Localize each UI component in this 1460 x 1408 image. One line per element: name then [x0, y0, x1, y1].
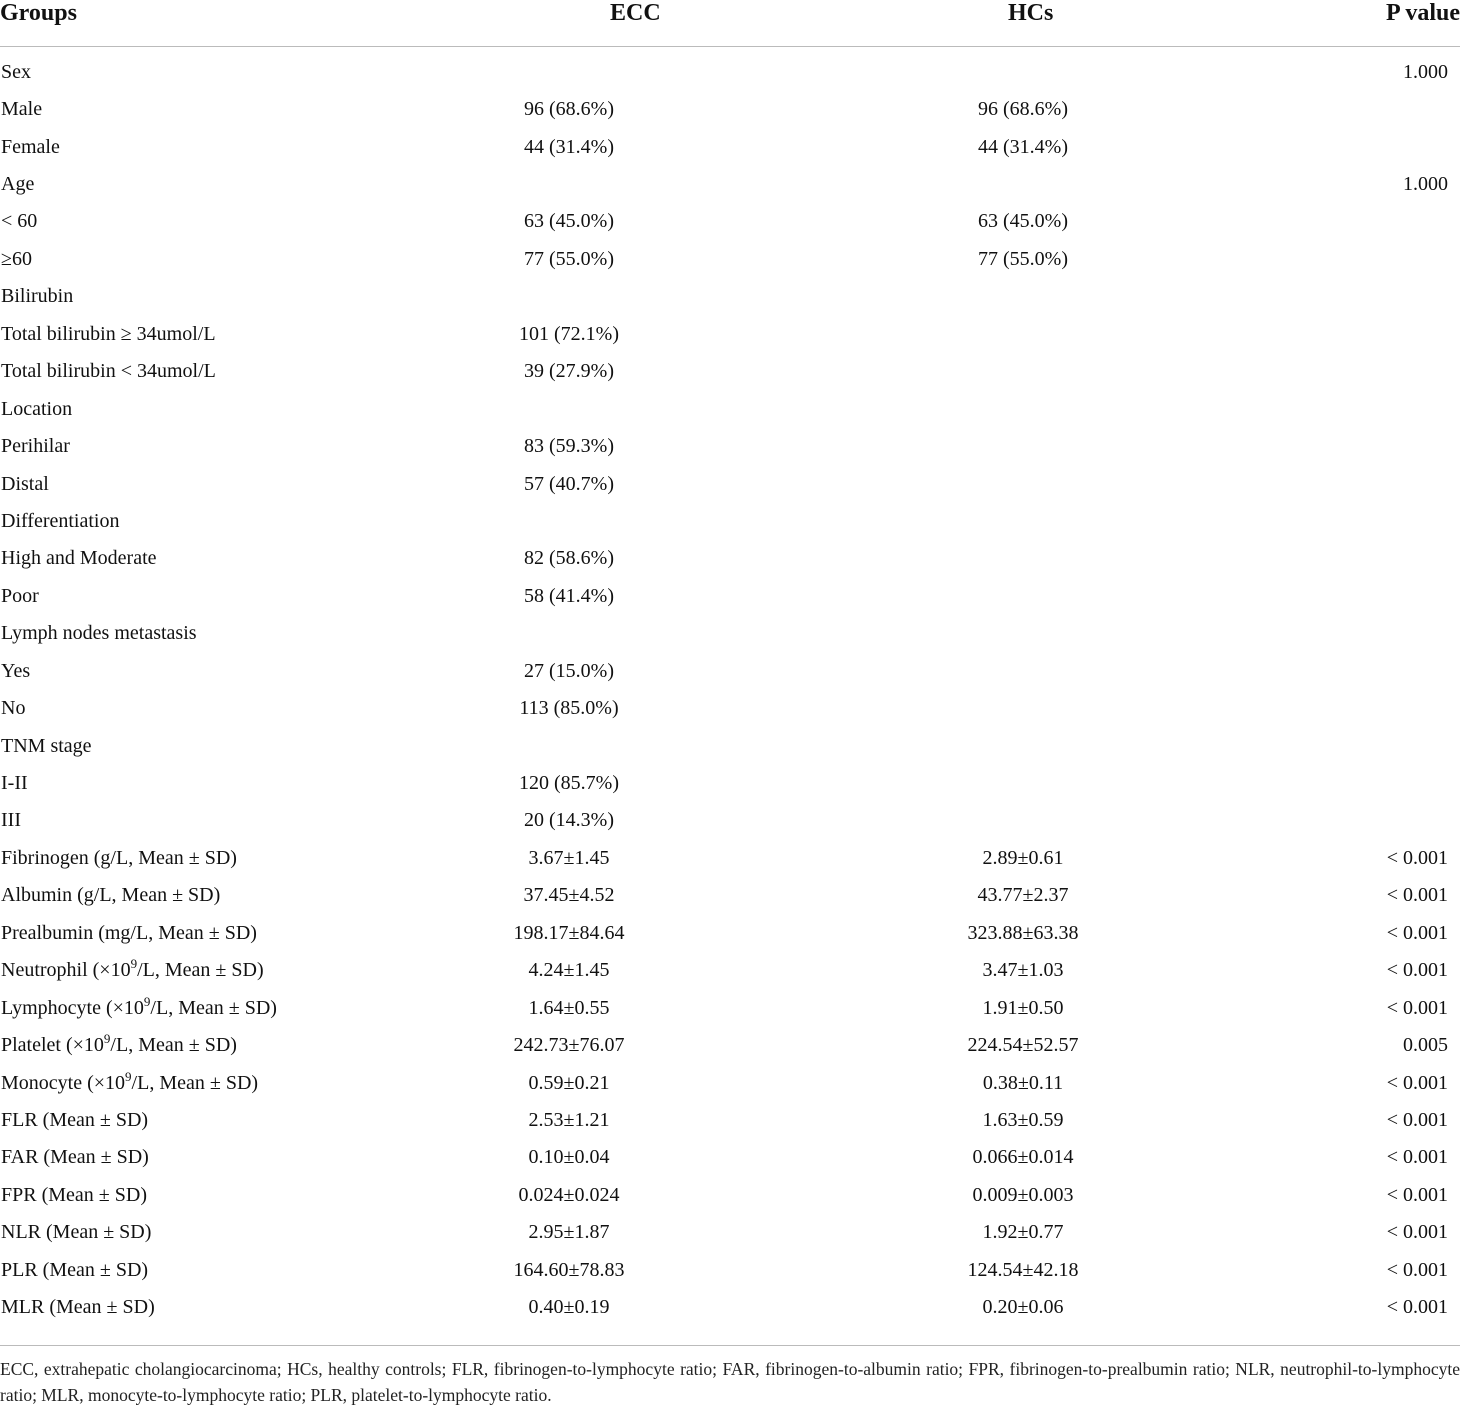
table-row [0, 427, 1460, 464]
p-value [1218, 652, 1460, 689]
row-label [0, 278, 420, 315]
table-row [0, 47, 1460, 91]
p-value [1218, 240, 1460, 277]
hcs-value [858, 47, 1218, 91]
table-row [0, 689, 1460, 726]
row-label [0, 47, 420, 91]
ecc-value [420, 502, 858, 539]
hcs-value [858, 615, 1218, 652]
row-label-text: Location [1, 397, 73, 420]
hcs-value: 323.88±63.38 [967, 921, 1079, 944]
hcs-value: 1.63±0.59 [982, 1108, 1064, 1131]
p-value [1218, 353, 1460, 390]
table-body [0, 47, 1460, 1326]
ecc-value: 44 (31.4%) [524, 135, 614, 158]
row-label-text: Platelet (×10 [1, 1034, 104, 1057]
row-label-text: Bilirubin [1, 285, 74, 308]
ecc-value: 39 (27.9%) [524, 360, 614, 383]
row-label-text: NLR (Mean ± SD) [1, 1221, 152, 1244]
row-label-text: Poor [1, 584, 39, 607]
row-label [0, 689, 420, 726]
hcs-value [858, 540, 1218, 577]
p-value: < 0.001 [1386, 996, 1448, 1019]
row-label [0, 1214, 420, 1251]
hcs-value: 0.066±0.014 [972, 1146, 1074, 1169]
row-label [0, 989, 420, 1026]
header-hcs: HCs [858, 0, 1218, 47]
hcs-value: 77 (55.0%) [978, 247, 1068, 270]
table-row [0, 540, 1460, 577]
row-label [0, 802, 420, 839]
table-row [0, 1064, 1460, 1101]
ecc-value [420, 615, 858, 652]
table-row [0, 1288, 1460, 1325]
table-row [0, 203, 1460, 240]
ecc-value: 27 (15.0%) [524, 659, 614, 682]
p-value: 1.000 [1403, 60, 1448, 83]
row-label-text: FLR (Mean ± SD) [1, 1108, 149, 1131]
hcs-value: 96 (68.6%) [978, 98, 1068, 121]
hcs-value [858, 689, 1218, 726]
row-label-text: < 60 [1, 210, 38, 233]
p-value: < 0.001 [1386, 846, 1448, 869]
hcs-value: 44 (31.4%) [978, 135, 1068, 158]
ecc-value [420, 278, 858, 315]
hcs-value [858, 727, 1218, 764]
table-row [0, 390, 1460, 427]
row-label-text: Distal [1, 472, 49, 495]
row-label-text: PLR (Mean ± SD) [1, 1258, 149, 1281]
hcs-value [858, 764, 1218, 801]
p-value [1218, 203, 1460, 240]
row-label [0, 952, 420, 989]
row-label-unit: /L, Mean ± SD) [137, 959, 264, 982]
ecc-value: 242.73±76.07 [513, 1034, 625, 1057]
table-row [0, 278, 1460, 315]
table-row [0, 914, 1460, 951]
header-p-value: P value [1218, 0, 1460, 47]
table-row [0, 577, 1460, 614]
p-value [1218, 615, 1460, 652]
row-label [0, 128, 420, 165]
row-label-unit: /L, Mean ± SD) [110, 1034, 237, 1057]
hcs-value [858, 390, 1218, 427]
ecc-value: 101 (72.1%) [519, 322, 619, 345]
ecc-value: 3.67±1.45 [528, 846, 610, 869]
row-label-text: High and Moderate [1, 547, 157, 570]
ecc-value [420, 165, 858, 202]
row-label [0, 240, 420, 277]
ecc-value: 4.24±1.45 [528, 959, 610, 982]
p-value [1218, 502, 1460, 539]
table-row [0, 502, 1460, 539]
ecc-value: 113 (85.0%) [519, 697, 619, 720]
row-label-text: TNM stage [1, 734, 92, 757]
hcs-value: 2.89±0.61 [982, 846, 1064, 869]
p-value [1218, 764, 1460, 801]
table-row [0, 315, 1460, 352]
row-label [0, 914, 420, 951]
row-label-text: Lymphocyte (×10 [1, 996, 144, 1019]
row-label [0, 1251, 420, 1288]
p-value: < 0.001 [1386, 1108, 1448, 1131]
row-label [0, 427, 420, 464]
table-row [0, 128, 1460, 165]
table-row [0, 877, 1460, 914]
row-label-superscript: 9 [130, 956, 138, 972]
table-row [0, 1139, 1460, 1176]
p-value: < 0.001 [1386, 884, 1448, 907]
table-row [0, 989, 1460, 1026]
row-label [0, 1064, 420, 1101]
hcs-value: 0.009±0.003 [972, 1183, 1074, 1206]
row-label-text: Neutrophil (×10 [1, 959, 131, 982]
hcs-value: 3.47±1.03 [982, 959, 1064, 982]
row-label-text: Sex [1, 60, 31, 83]
ecc-value: 77 (55.0%) [524, 247, 614, 270]
row-label-superscript: 9 [143, 993, 151, 1009]
hcs-value: 1.92±0.77 [982, 1221, 1064, 1244]
row-label-text: No [1, 697, 26, 720]
ecc-value: 37.45±4.52 [523, 884, 615, 907]
row-label [0, 1288, 420, 1325]
row-label [0, 1139, 420, 1176]
row-label [0, 727, 420, 764]
row-label-text: ≥60 [1, 247, 32, 270]
row-label-text: Fibrinogen (g/L, Mean ± SD) [1, 846, 237, 869]
row-label-text: Yes [1, 659, 31, 682]
hcs-value [858, 802, 1218, 839]
row-label-text: Age [1, 173, 35, 196]
table-row [0, 802, 1460, 839]
p-value [1218, 727, 1460, 764]
table-row [0, 240, 1460, 277]
p-value: 1.000 [1403, 173, 1448, 196]
ecc-value: 120 (85.7%) [519, 772, 619, 795]
hcs-value [858, 315, 1218, 352]
header-row [0, 0, 1460, 47]
table-row [0, 1026, 1460, 1063]
row-label [0, 315, 420, 352]
p-value [1218, 427, 1460, 464]
hcs-value [858, 278, 1218, 315]
row-label [0, 390, 420, 427]
hcs-value: 43.77±2.37 [977, 884, 1069, 907]
table-row [0, 465, 1460, 502]
ecc-value: 198.17±84.64 [513, 921, 625, 944]
row-label [0, 764, 420, 801]
row-label-text: Female [1, 135, 60, 158]
p-value: < 0.001 [1386, 1183, 1448, 1206]
p-value: < 0.001 [1386, 1146, 1448, 1169]
ecc-value: 20 (14.3%) [524, 809, 614, 832]
hcs-value: 0.38±0.11 [982, 1071, 1064, 1094]
table-row [0, 727, 1460, 764]
row-label-text: Perihilar [1, 435, 70, 458]
row-label [0, 353, 420, 390]
p-value: 0.005 [1403, 1034, 1448, 1057]
ecc-value: 2.53±1.21 [528, 1108, 610, 1131]
row-label-text: Monocyte (×10 [1, 1071, 126, 1094]
row-label-text: Albumin (g/L, Mean ± SD) [1, 884, 221, 907]
p-value: < 0.001 [1386, 1258, 1448, 1281]
ecc-value: 164.60±78.83 [513, 1258, 625, 1281]
ecc-value: 2.95±1.87 [528, 1221, 610, 1244]
p-value [1218, 90, 1460, 127]
p-value [1218, 577, 1460, 614]
table-row [0, 839, 1460, 876]
hcs-value: 124.54±42.18 [967, 1258, 1079, 1281]
row-label [0, 203, 420, 240]
hcs-value [858, 577, 1218, 614]
row-label-unit: /L, Mean ± SD) [131, 1071, 259, 1094]
row-label [0, 1101, 420, 1138]
table-row [0, 1176, 1460, 1213]
row-label [0, 465, 420, 502]
row-label [0, 502, 420, 539]
row-label [0, 90, 420, 127]
p-value [1218, 689, 1460, 726]
table-row [0, 353, 1460, 390]
p-value [1218, 540, 1460, 577]
hcs-value [858, 427, 1218, 464]
ecc-value: 0.59±0.21 [528, 1071, 610, 1094]
hcs-value: 63 (45.0%) [978, 210, 1068, 233]
ecc-value: 63 (45.0%) [524, 210, 614, 233]
ecc-value: 82 (58.6%) [524, 547, 614, 570]
ecc-value: 96 (68.6%) [524, 98, 614, 121]
row-label-text: Total bilirubin < 34umol/L [1, 360, 216, 383]
ecc-value: 0.40±0.19 [528, 1296, 610, 1319]
hcs-value: 224.54±52.57 [967, 1034, 1079, 1057]
hcs-value: 1.91±0.50 [982, 996, 1064, 1019]
ecc-value [420, 390, 858, 427]
p-value: < 0.001 [1386, 921, 1448, 944]
row-label-text: Prealbumin (mg/L, Mean ± SD) [1, 921, 257, 944]
hcs-value [858, 165, 1218, 202]
ecc-value: 0.024±0.024 [518, 1183, 620, 1206]
row-label [0, 577, 420, 614]
row-label [0, 1026, 420, 1063]
table-row [0, 952, 1460, 989]
ecc-value: 58 (41.4%) [524, 584, 614, 607]
p-value: < 0.001 [1386, 1296, 1448, 1319]
ecc-value [420, 727, 858, 764]
table-header [0, 0, 1460, 47]
header-ecc: ECC [420, 0, 858, 47]
table-row [0, 90, 1460, 127]
row-label-text: I-II [1, 772, 28, 795]
table-row [0, 165, 1460, 202]
ecc-value: 83 (59.3%) [524, 435, 614, 458]
p-value: < 0.001 [1386, 1221, 1448, 1244]
p-value: < 0.001 [1386, 959, 1448, 982]
table-row [0, 1101, 1460, 1138]
row-label-superscript: 9 [103, 1031, 111, 1047]
row-label-unit: /L, Mean ± SD) [150, 996, 277, 1019]
table-footnote: ECC, extrahepatic cholangiocarcinoma; HCs, healthy controls; FLR, fibrinogen-to-lymphocyte ratio; FAR, fibrinogen-to-albumin ratio; FPR, fibrinogen-to-prealbumin ratio; NLR, neutrophil-to-lymphocyte ratio; MLR, monocyte-to-lymphocyte ratio; PLR, platelet-to-lymphocyte ratio. [0, 1345, 1460, 1408]
row-label [0, 615, 420, 652]
row-label-text: FAR (Mean ± SD) [1, 1146, 149, 1169]
ecc-value [420, 47, 858, 91]
p-value [1218, 802, 1460, 839]
ecc-value: 0.10±0.04 [528, 1146, 610, 1169]
row-label [0, 839, 420, 876]
row-label-text: FPR (Mean ± SD) [1, 1183, 147, 1206]
p-value [1218, 315, 1460, 352]
hcs-value [858, 465, 1218, 502]
hcs-value: 0.20±0.06 [982, 1296, 1064, 1319]
table-row [0, 764, 1460, 801]
table-row [0, 652, 1460, 689]
ecc-value: 57 (40.7%) [524, 472, 614, 495]
table-row [0, 615, 1460, 652]
p-value [1218, 390, 1460, 427]
row-label [0, 652, 420, 689]
row-label-text: III [1, 809, 21, 832]
ecc-value: 1.64±0.55 [528, 996, 610, 1019]
p-value [1218, 465, 1460, 502]
hcs-value [858, 353, 1218, 390]
row-label [0, 1176, 420, 1213]
row-label-text: Total bilirubin ≥ 34umol/L [1, 322, 216, 345]
header-groups: Groups [0, 0, 420, 47]
row-label [0, 165, 420, 202]
table-row [0, 1214, 1460, 1251]
row-label [0, 540, 420, 577]
table-row [0, 1251, 1460, 1288]
p-value: < 0.001 [1386, 1071, 1448, 1094]
p-value [1218, 128, 1460, 165]
row-label [0, 877, 420, 914]
hcs-value [858, 652, 1218, 689]
hcs-value [858, 502, 1218, 539]
row-label-text: MLR (Mean ± SD) [1, 1296, 155, 1319]
p-value [1218, 278, 1460, 315]
row-label-text: Lymph nodes metastasis [1, 622, 197, 645]
row-label-superscript: 9 [125, 1068, 132, 1084]
row-label-text: Male [1, 98, 43, 121]
row-label-text: Differentiation [1, 509, 120, 532]
